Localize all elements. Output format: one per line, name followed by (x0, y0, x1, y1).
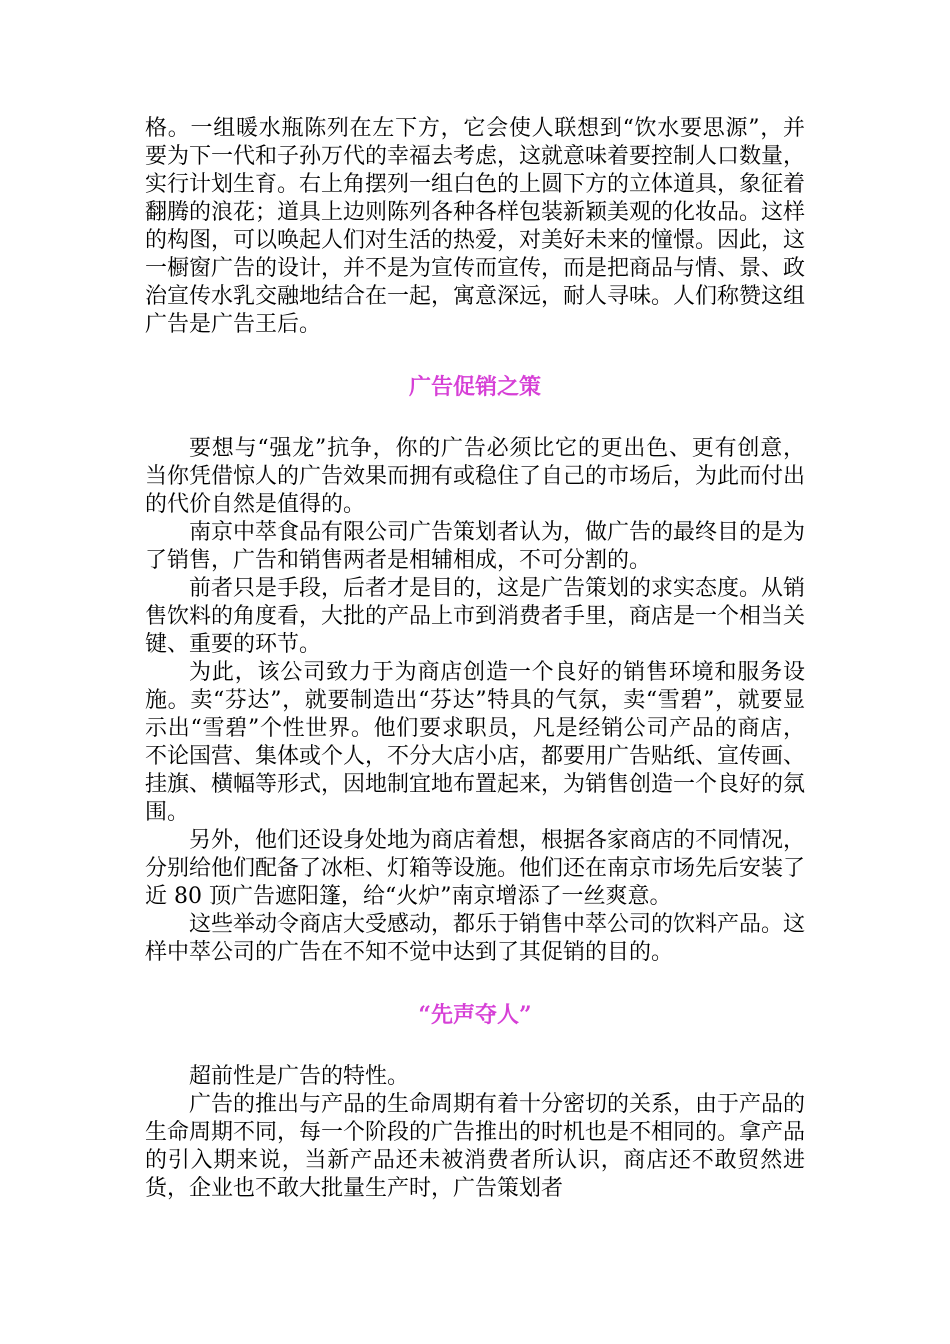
section-heading-promotion: 广告促销之策 (408, 374, 541, 400)
section1-paragraph-2: 南京中萃食品有限公司广告策划者认为，做广告的最终目的是为了销售，广告和销售两者是相辅相成，不可分割的。 (145, 520, 806, 573)
section-heading-preemptive: “先声夺人” (418, 1002, 532, 1028)
document-page (145, 115, 805, 1203)
section2-paragraph-1: 超前性是广告的特性。 (189, 1064, 410, 1089)
section1-paragraph-1: 要想与“强龙”抗争，你的广告必须比它的更出色、更有创意，当你凭借惊人的广告效果而拥有或稳住了自己的市场后，为此而付出的代价自然是值得的。 (145, 436, 806, 517)
section2-paragraph-2: 广告的推出与产品的生命周期有着十分密切的关系，由于产品的生命周期不同，每一个阶段的广告推出的时机也是不相同的。拿产品的引入期来说，当新产品还未被消费者所认识，商店还不敢贸然进货，企业也不敢大批量生产时，广告策划者 (145, 1092, 806, 1201)
section1-paragraph-5: 另外，他们还设身处地为商店着想，根据各家商店的不同情况，分别给他们配备了冰柜、灯箱等设施。他们还在南京市场先后安装了近 80 顶广告遮阳篷，给“火炉”南京增添了一丝爽意。 (145, 828, 806, 909)
section1-paragraph-6: 这些举动令商店大受感动，都乐于销售中萃公司的饮料产品。这样中萃公司的广告在不知不觉中达到了其促销的目的。 (145, 912, 806, 965)
intro-paragraph: 格。一组暖水瓶陈列在左下方，它会使人联想到“饮水要思源”，并要为下一代和子孙万代的幸福去考虑，这就意味着要控制人口数量，实行计划生育。右上角摆列一组白色的上圆下方的立体道具，象征着翻腾的浪花；道具上边则陈列各种各样包装新颖美观的化妆品。这样的构图，可以唤起人们对生活的热爱，对美好未来的憧憬。因此，这一橱窗广告的设计，并不是为宣传而宣传，而是把商品与情、景、政治宣传水乳交融地结合在一起，寓意深远，耐人寻味。人们称赞这组广告是广告王后。 (145, 116, 806, 337)
section1-paragraph-3: 前者只是手段，后者才是目的，这是广告策划的求实态度。从销售饮料的角度看，大批的产品上市到消费者手里，商店是一个相当关键、重要的环节。 (145, 576, 806, 657)
section1-paragraph-4: 为此，该公司致力于为商店创造一个良好的销售环境和服务设施。卖“芬达”，就要制造出“芬达”特具的气氛，卖“雪碧”，就要显示出“雪碧”个性世界。他们要求职员，凡是经销公司产品的商店，不论国营、集体或个人，不分大店小店，都要用广告贴纸、宣传画、挂旗、横幅等形式，因地制宜地布置起来，为销售创造一个良好的氛围。 (145, 660, 806, 825)
